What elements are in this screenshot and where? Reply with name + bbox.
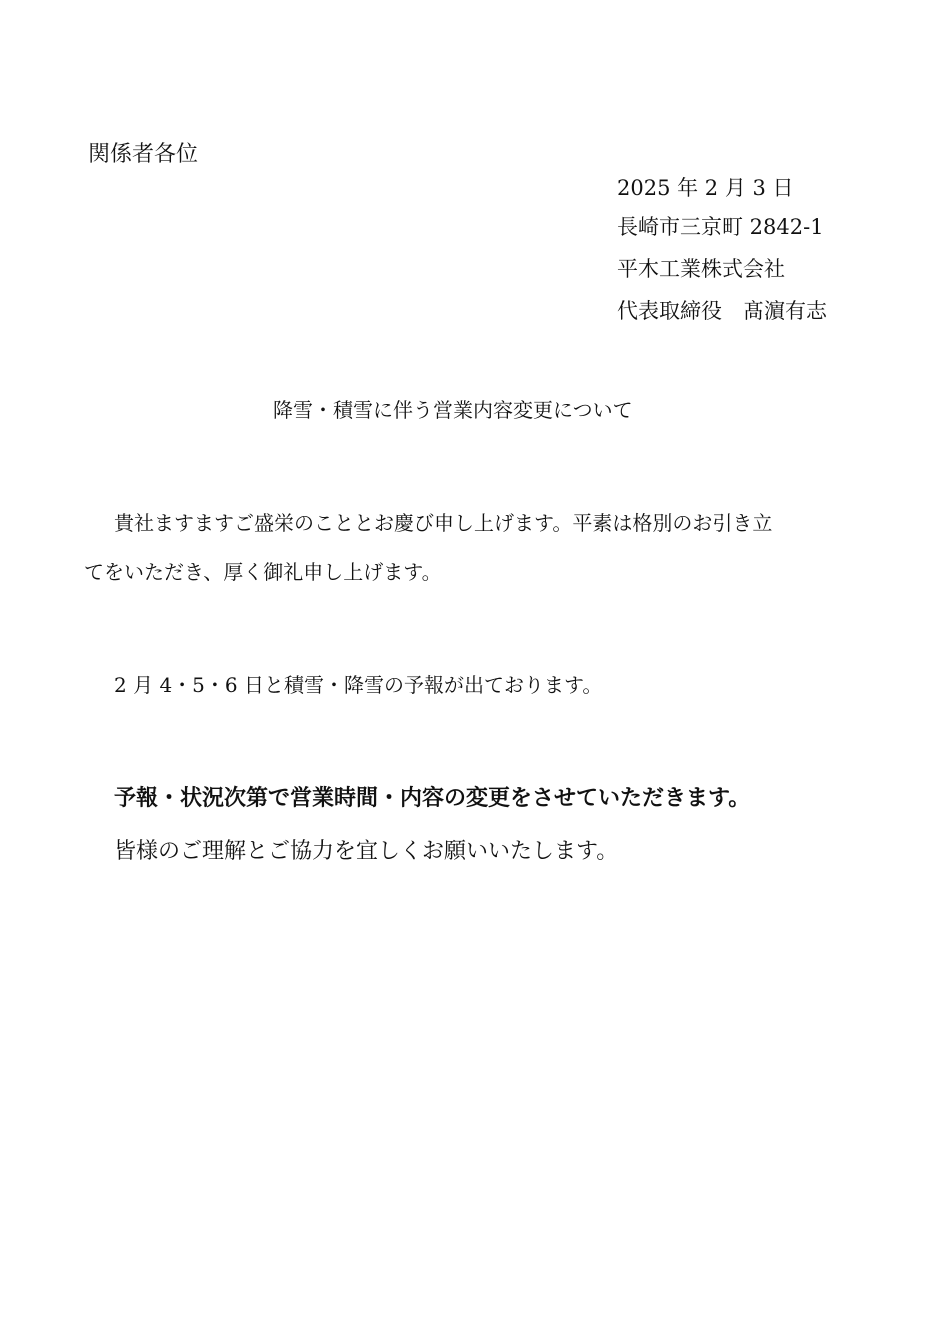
greeting-line-1: 貴社ますますご盛栄のこととお慶び申し上げます。平素は格別のお引き立 bbox=[114, 511, 773, 535]
greeting-line-2: てをいただき、厚く御礼申し上げます。 bbox=[84, 560, 442, 584]
notice-paragraph: 予報・状況次第で営業時間・内容の変更をさせていただきます。 bbox=[114, 785, 751, 811]
forecast-paragraph: 2 月 4・5・6 日と積雪・降雪の予報が出ております。 bbox=[114, 673, 603, 697]
request-paragraph: 皆様のご理解とご協力を宜しくお願いいたします。 bbox=[114, 839, 619, 864]
sender-address: 長崎市三京町 2842-1 bbox=[617, 215, 824, 239]
letter-subject: 降雪・積雪に伴う営業内容変更について bbox=[273, 398, 633, 422]
sender-representative: 代表取締役 髙濵有志 bbox=[617, 299, 827, 323]
letter-date: 2025 年 2 月 3 日 bbox=[617, 176, 794, 200]
addressee: 関係者各位 bbox=[88, 142, 199, 167]
sender-company: 平木工業株式会社 bbox=[617, 257, 785, 281]
